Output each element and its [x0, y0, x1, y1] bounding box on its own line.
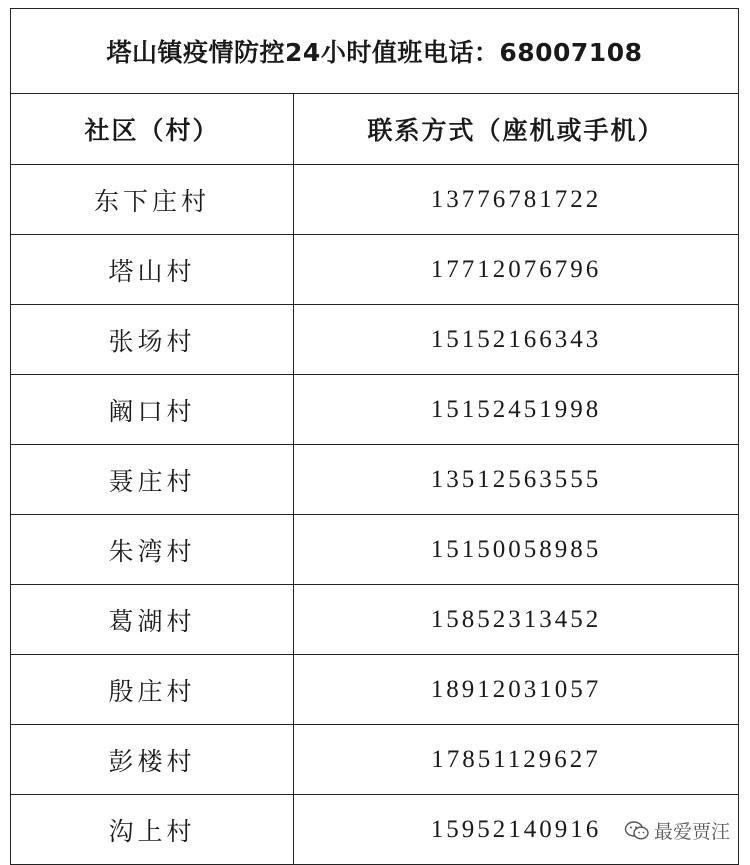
village-name: 殷庄村: [11, 655, 294, 725]
table-row: [11, 305, 739, 375]
village-name: 葛湖村: [11, 585, 294, 655]
village-name: 朱湾村: [11, 515, 294, 585]
table-row: [11, 725, 739, 795]
table-row: [11, 445, 739, 515]
village-phone: 15952140916: [294, 795, 739, 865]
header-row: [11, 94, 739, 165]
table-title: 塔山镇疫情防控24小时值班电话：68007108: [11, 9, 739, 94]
village-name: 塔山村: [11, 235, 294, 305]
village-phone: 17851129627: [294, 725, 739, 795]
table-row: [11, 235, 739, 305]
village-phone: 13776781722: [294, 165, 739, 235]
table-row: [11, 375, 739, 445]
village-name: 阚口村: [11, 375, 294, 445]
watermark-text: 最爱贾汪: [653, 821, 730, 843]
village-name: 张场村: [11, 305, 294, 375]
header-contact: 联系方式（座机或手机）: [294, 94, 739, 165]
village-name: 聂庄村: [11, 445, 294, 515]
table-row: [11, 165, 739, 235]
village-name: 彭楼村: [11, 725, 294, 795]
village-phone: 15852313452: [294, 585, 739, 655]
phone-directory-table: [10, 8, 739, 865]
title-row: [11, 9, 739, 94]
village-name: 沟上村: [11, 795, 294, 865]
village-phone: 15152166343: [294, 305, 739, 375]
header-community: 社区（村）: [11, 94, 294, 165]
village-phone: 13512563555: [294, 445, 739, 515]
wechat-icon: [624, 820, 650, 842]
village-phone: 17712076796: [294, 235, 739, 305]
village-phone: 15152451998: [294, 375, 739, 445]
village-name: 东下庄村: [11, 165, 294, 235]
village-phone: 15150058985: [294, 515, 739, 585]
village-phone: 18912031057: [294, 655, 739, 725]
table-row: [11, 655, 739, 725]
wechat-watermark: [620, 815, 734, 846]
table-row: [11, 585, 739, 655]
table-row: [11, 515, 739, 585]
